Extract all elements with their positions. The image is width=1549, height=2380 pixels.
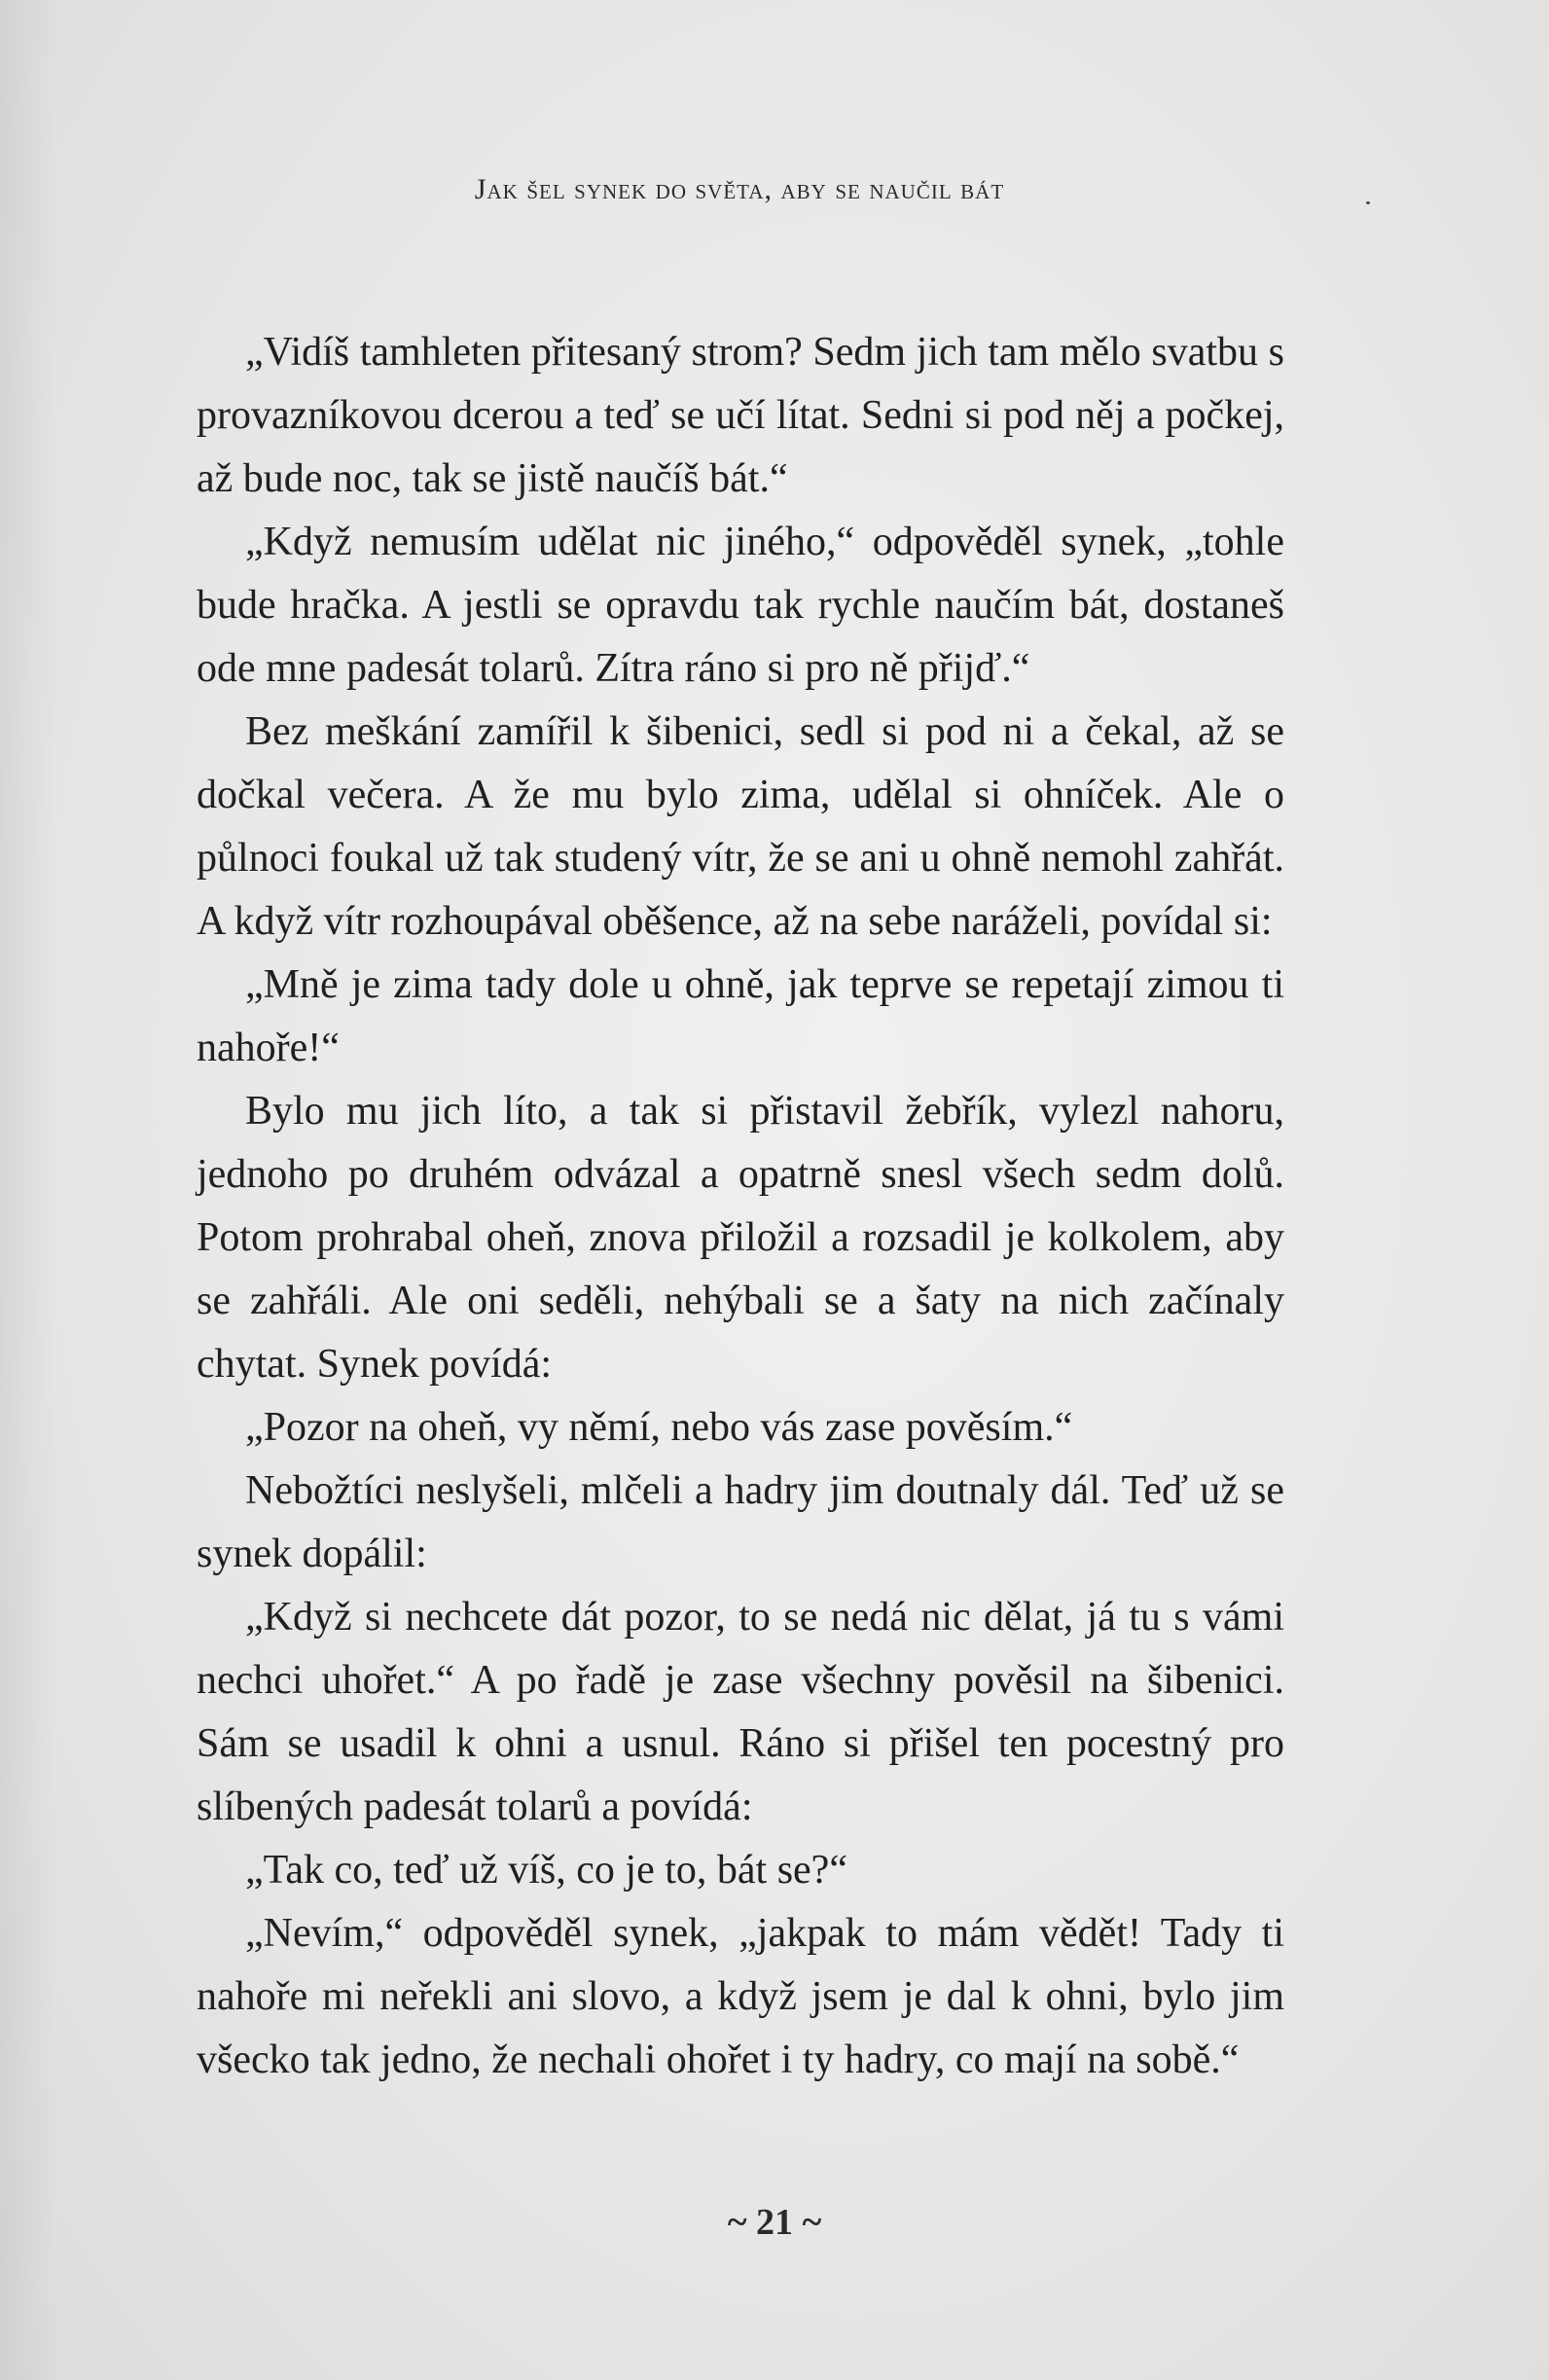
paragraph: Nebožtíci neslyšeli, mlčeli a hadry jim doutnaly dál. Teď už se synek dopálil: bbox=[197, 1468, 1284, 1576]
paragraph: „Nevím,“ odpověděl synek, „jakpak to mám vědět! Tady ti nahoře mi neřekli ani slovo, a když jsem je dal k ohni, bylo jim všecko tak jedno, že nechali ohořet i ty hadry, co mají na sobě.“ bbox=[197, 1911, 1284, 2082]
paper-speck bbox=[1366, 201, 1370, 204]
paragraph: „Když si nechcete dát pozor, to se nedá nic dělat, já tu s vámi nechci uhořet.“ A po řadě je zase všechny pověsil na šibenici. Sám se usadil k ohni a usnul. Ráno si přišel ten pocestný pro slíbených padesát tolarů a povídá: bbox=[197, 1595, 1284, 1829]
paragraph: „Když nemusím udělat nic jiného,“ odpověděl synek, „tohle bude hračka. A jestli se opravdu tak rychle naučím bát, dostaneš ode mne padesát tolarů. Zítra ráno si pro ně přijď.“ bbox=[197, 520, 1284, 691]
paragraph: „Pozor na oheň, vy němí, nebo vás zase pověsím.“ bbox=[245, 1405, 1073, 1450]
paragraph: „Mně je zima tady dole u ohně, jak teprve se repetají zimou ti nahoře!“ bbox=[197, 962, 1284, 1070]
page-number: ~ 21 ~ bbox=[727, 2202, 822, 2243]
paragraph: „Tak co, teď už víš, co je to, bát se?“ bbox=[245, 1848, 847, 1893]
paragraph: Bez meškání zamířil k šibenici, sedl si pod ni a čekal, až se dočkal večera. A že mu bylo zima, udělal si ohníček. Ale o půlnoci foukal už tak studený vítr, že se ani u ohně nemohl zahřát. A když vítr rozhoupával oběšence, až na sebe naráželi, povídal si: bbox=[197, 709, 1284, 944]
running-title: Jak šel synek do světa, aby se naučil bát bbox=[474, 173, 1005, 205]
body-text bbox=[197, 321, 1284, 2092]
paragraph: Bylo mu jich líto, a tak si přistavil žebřík, vylezl nahoru, jednoho po druhém odvázal a opatrně snesl všech sedm dolů. Potom prohrabal oheň, znova přiložil a rozsadil je kolkolem, aby se zahřáli. Ale oni seděli, nehýbali se a šaty na nich začínaly chytat. Synek povídá: bbox=[197, 1089, 1284, 1387]
page-gutter-shadow bbox=[0, 0, 58, 2380]
paragraph: „Vidíš tamhleten přitesaný strom? Sedm jich tam mělo svatbu s provazníkovou dcerou a teď se učí lítat. Sedni si pod něj a počkej, až bude noc, tak se jistě naučíš bát.“ bbox=[197, 330, 1284, 501]
